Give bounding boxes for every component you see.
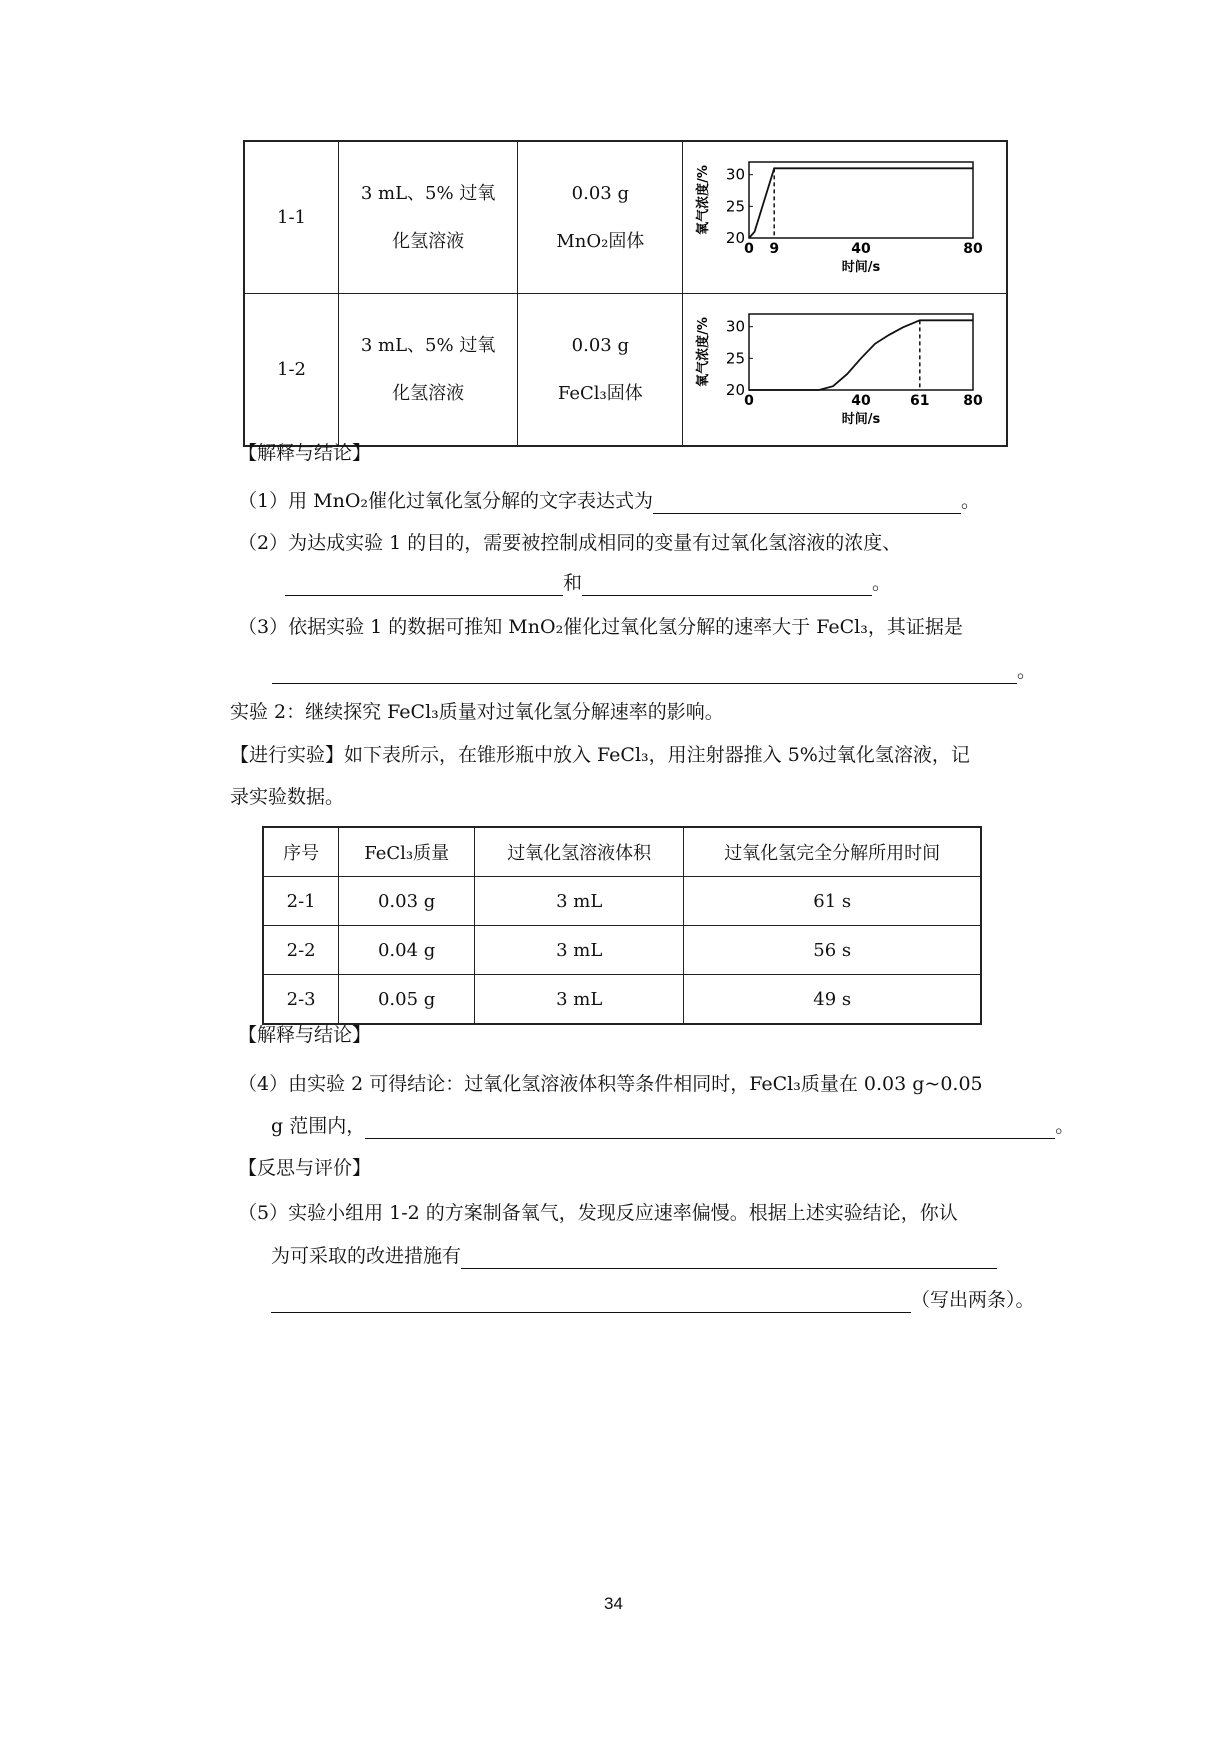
question-2: （2）为达成实验 1 的目的，需要被控制成相同的变量有过氧化氢溶液的浓度、 — [238, 532, 902, 554]
table-cell: 2-1 — [263, 877, 339, 926]
column-header: 过氧化氢完全分解所用时间 — [684, 827, 981, 877]
x-axis-label: 时间/s — [841, 260, 880, 275]
answer-blank[interactable] — [285, 575, 563, 596]
series-line — [749, 320, 973, 390]
question-text: 为可采取的改进措施有 — [271, 1245, 462, 1267]
procedure-text: 录实验数据。 — [230, 786, 345, 808]
table-cell: 3 mL — [475, 877, 684, 926]
page-number: 34 — [604, 1594, 623, 1613]
table-cell: 2-3 — [263, 975, 339, 1025]
experiment2-table — [262, 826, 982, 1025]
x-tick-label: 9 — [769, 241, 779, 257]
procedure-text: 【进行实验】如下表所示，在锥形瓶中放入 FeCl₃，用注射器推入 5%过氧化氢溶液，记 — [230, 744, 970, 766]
question-5-cont2 — [271, 1287, 1035, 1313]
column-header: 过氧化氢溶液体积 — [475, 827, 684, 877]
solution-line: 化氢溶液 — [392, 230, 465, 252]
y-tick-label: 20 — [725, 229, 745, 247]
experiment2-title: 实验 2：继续探究 FeCl₃质量对过氧化氢分解速率的影响。 — [230, 701, 724, 723]
answer-blank[interactable] — [365, 1118, 1055, 1139]
catalyst-line: 0.03 g — [571, 334, 629, 356]
punct: 。 — [961, 490, 981, 512]
catalyst-line: 0.03 g — [571, 182, 629, 204]
question-text: （写出两条）。 — [911, 1289, 1035, 1311]
question-text: （1）用 MnO₂催化过氧化氢分解的文字表达式为 — [238, 490, 654, 512]
question-2-blanks — [285, 570, 891, 596]
solution-line: 3 mL、5% 过氧 — [360, 334, 496, 356]
punct: 。 — [1055, 1115, 1075, 1137]
answer-blank[interactable] — [653, 493, 961, 514]
answer-blank[interactable] — [272, 663, 1017, 684]
table-row — [263, 975, 981, 1025]
oxygen-chart-1-1 — [685, 142, 1005, 288]
and-text: 和 — [563, 572, 583, 594]
answer-blank[interactable] — [461, 1248, 997, 1269]
section-heading: 【解释与结论】 — [238, 442, 372, 464]
table-cell: 0.03 g — [339, 877, 475, 926]
section-heading: 【反思与评价】 — [238, 1157, 372, 1179]
question-3-blank — [272, 658, 1036, 684]
table-header-row — [263, 827, 981, 877]
series-line — [749, 168, 973, 238]
x-tick-label: 80 — [962, 393, 983, 409]
answer-blank[interactable] — [271, 1292, 911, 1313]
solution-cell — [339, 141, 518, 294]
plot-frame — [749, 162, 973, 238]
y-tick-label: 25 — [725, 349, 745, 368]
chart-cell — [683, 141, 1007, 294]
table-cell: 0.04 g — [339, 926, 475, 975]
x-tick-label: 0 — [743, 241, 754, 257]
row-id: 1-1 — [244, 141, 339, 294]
table-row — [244, 294, 1007, 447]
x-tick-label: 40 — [850, 393, 871, 409]
y-axis-label: 氧气浓度/% — [695, 317, 711, 387]
solution-cell — [339, 294, 518, 447]
table-cell: 49 s — [684, 975, 981, 1025]
table-cell: 56 s — [684, 926, 981, 975]
y-axis-label: 氧气浓度/% — [695, 165, 711, 235]
x-tick-label: 61 — [909, 393, 930, 409]
question-text: g 范围内， — [271, 1115, 366, 1137]
table-cell: 61 s — [684, 877, 981, 926]
plot-frame — [749, 314, 973, 390]
question-4: （4）由实验 2 可得结论：过氧化氢溶液体积等条件相同时，FeCl₃质量在 0.03 g~0.05 — [238, 1073, 983, 1095]
question-1 — [238, 488, 980, 514]
table-cell: 3 mL — [475, 926, 684, 975]
column-header: FeCl₃质量 — [339, 827, 475, 877]
x-axis-label: 时间/s — [841, 412, 880, 427]
question-3: （3）依据实验 1 的数据可推知 MnO₂催化过氧化氢分解的速率大于 FeCl₃，其证据是 — [238, 616, 963, 638]
table-cell: 2-2 — [263, 926, 339, 975]
table-cell: 0.05 g — [339, 975, 475, 1025]
catalyst-cell — [518, 141, 683, 294]
y-tick-label: 30 — [725, 165, 745, 184]
table-row — [263, 877, 981, 926]
row-id: 1-2 — [244, 294, 339, 447]
punct: 。 — [872, 572, 892, 594]
section-heading: 【解释与结论】 — [238, 1024, 372, 1046]
question-5: （5）实验小组用 1-2 的方案制备氧气，发现反应速率偏慢。根据上述实验结论，你认 — [238, 1202, 958, 1224]
punct: 。 — [1017, 660, 1037, 682]
table-row — [263, 926, 981, 975]
table-row — [244, 141, 1007, 294]
catalyst-line: FeCl₃固体 — [557, 382, 643, 404]
solution-line: 3 mL、5% 过氧 — [360, 182, 496, 204]
catalyst-line: MnO₂固体 — [556, 230, 645, 252]
x-tick-label: 0 — [743, 393, 754, 409]
oxygen-chart-1-2 — [685, 294, 1005, 440]
question-4-cont — [271, 1113, 1074, 1139]
answer-blank[interactable] — [582, 575, 872, 596]
question-5-cont — [271, 1243, 997, 1269]
table-cell: 3 mL — [475, 975, 684, 1025]
y-tick-label: 25 — [725, 197, 745, 216]
x-tick-label: 80 — [962, 241, 983, 257]
y-tick-label: 20 — [725, 381, 745, 399]
y-tick-label: 30 — [725, 317, 745, 336]
catalyst-cell — [518, 294, 683, 447]
column-header: 序号 — [263, 827, 339, 877]
x-tick-label: 40 — [850, 241, 871, 257]
solution-line: 化氢溶液 — [392, 382, 465, 404]
chart-cell — [683, 294, 1007, 447]
experiment1-table — [243, 140, 1008, 447]
